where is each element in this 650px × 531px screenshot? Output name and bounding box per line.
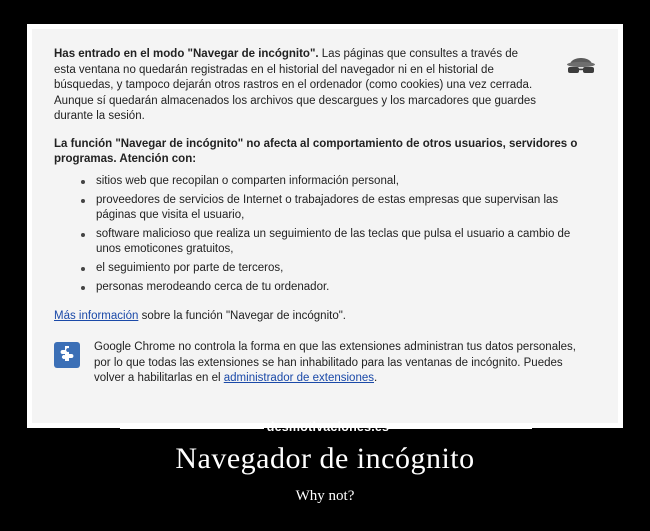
list-item: personas merodeando cerca de tu ordenador. xyxy=(94,280,596,295)
list-item: el seguimiento por parte de terceros, xyxy=(94,261,596,276)
incognito-intro-rest: Las páginas que consultes a través de esta ventana no quedarán registradas en el historial del navegador ni en el historial de búsquedas, y tampoco dejarán otros rastros en el ordenador (como cookies) una vez cerrada. Aunque sí quedarán almacenados los archivos que descargues y los marcadores que guardes durante la sesión. xyxy=(54,48,537,122)
incognito-info-panel xyxy=(32,29,618,423)
divider-right xyxy=(388,428,532,429)
list-item: sitios web que recopilan o comparten información personal, xyxy=(94,174,596,189)
more-info-text: sobre la función "Navegar de incógnito". xyxy=(138,309,346,322)
list-item: proveedores de servicios de Internet o trabajadores de estas empresas que supervisan las páginas que visita el usuario, xyxy=(94,193,596,223)
divider-left xyxy=(120,428,264,429)
extensions-note xyxy=(54,340,596,387)
poster-subtitle: Why not? xyxy=(295,488,355,504)
list-item: software malicioso que realiza un seguimiento de las teclas que pulsa el usuario a cambio de unos emoticones gratuitos, xyxy=(94,227,596,257)
watermark-divider xyxy=(0,420,650,436)
puzzle-piece-icon xyxy=(54,342,80,368)
more-info-link[interactable]: Más información xyxy=(54,309,139,322)
spy-hat-glasses-icon xyxy=(564,51,598,79)
extensions-note-text-before: Google Chrome no controla la forma en que las extensiones administran tus datos personales, por lo que todas las extensiones se han inhabilitado para las ventanas de incógnito. Puedes volver a habilitarlas en el xyxy=(94,341,576,384)
incognito-warning-list xyxy=(54,174,596,295)
incognito-notice-paragraph xyxy=(54,137,596,168)
site-watermark: desmotivaciones.es xyxy=(266,420,390,434)
incognito-intro-bold: Has entrado en el modo "Navegar de incógnito". xyxy=(54,48,319,60)
more-info-row xyxy=(54,309,596,325)
extension-manager-link[interactable]: administrador de extensiones xyxy=(223,372,374,384)
incognito-notice-bold: La función "Navegar de incógnito" no afecta al comportamiento de otros usuarios, servidores o programas. Atención con: xyxy=(54,137,578,165)
extensions-note-text-after: . xyxy=(374,372,378,384)
incognito-intro-paragraph xyxy=(54,47,596,125)
poster-title: Navegador de incógnito xyxy=(175,442,475,475)
